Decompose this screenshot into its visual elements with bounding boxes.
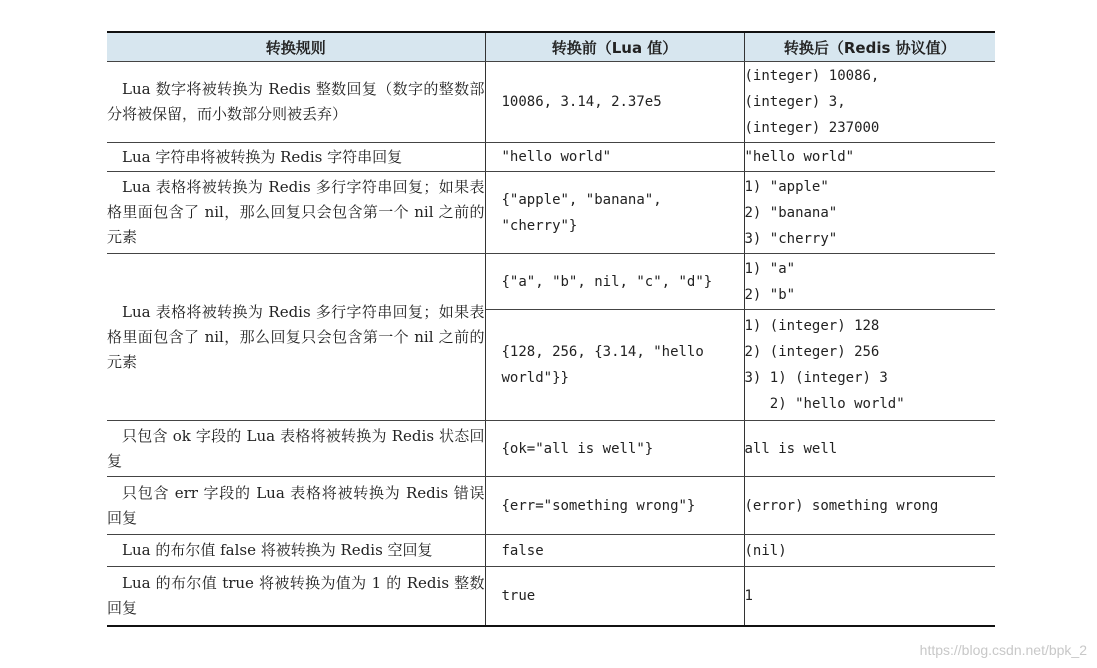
after-cell: (nil) bbox=[744, 535, 995, 567]
after-cell: all is well bbox=[744, 421, 995, 477]
before-cell: "hello world" bbox=[485, 143, 744, 172]
after-cell: "hello world" bbox=[744, 143, 995, 172]
after-cell: (error) something wrong bbox=[744, 477, 995, 535]
before-cell: 10086, 3.14, 2.37e5 bbox=[485, 62, 744, 143]
rule-cell: Lua 字符串将被转换为 Redis 字符串回复 bbox=[107, 143, 485, 172]
table-row bbox=[107, 172, 995, 254]
rule-cell: Lua 的布尔值 false 将被转换为 Redis 空回复 bbox=[107, 535, 485, 567]
header-rule: 转换规则 bbox=[107, 32, 485, 62]
before-cell: false bbox=[485, 535, 744, 567]
after-cell: 1 bbox=[744, 567, 995, 626]
rule-cell: Lua 表格将被转换为 Redis 多行字符串回复；如果表格里面包含了 nil，那么回复只会包含第一个 nil 之前的元素 bbox=[107, 172, 485, 254]
table-header-row bbox=[107, 32, 995, 62]
after-cell: (integer) 10086, (integer) 3, (integer) 237000 bbox=[744, 62, 995, 143]
before-cell: {"a", "b", nil, "c", "d"} bbox=[485, 254, 744, 310]
watermark: https://blog.csdn.net/bpk_2 bbox=[919, 642, 1087, 658]
table-row bbox=[107, 421, 995, 477]
table-row bbox=[107, 477, 995, 535]
rule-cell: Lua 数字将被转换为 Redis 整数回复（数字的整数部分将被保留，而小数部分则被丢弃） bbox=[107, 62, 485, 143]
before-cell: true bbox=[485, 567, 744, 626]
table-row bbox=[107, 567, 995, 626]
header-before: 转换前（Lua 值） bbox=[485, 32, 744, 62]
after-cell: 1) "a" 2) "b" bbox=[744, 254, 995, 310]
rule-cell: Lua 表格将被转换为 Redis 多行字符串回复；如果表格里面包含了 nil，那么回复只会包含第一个 nil 之前的元素 bbox=[107, 254, 485, 421]
table-row bbox=[107, 535, 995, 567]
rule-cell: 只包含 ok 字段的 Lua 表格将被转换为 Redis 状态回复 bbox=[107, 421, 485, 477]
before-cell: {err="something wrong"} bbox=[485, 477, 744, 535]
table-row bbox=[107, 143, 995, 172]
before-cell: {128, 256, {3.14, "hello world"}} bbox=[485, 310, 744, 421]
after-cell: 1) (integer) 128 2) (integer) 256 3) 1) (integer) 3 2) "hello world" bbox=[744, 310, 995, 421]
before-cell: {ok="all is well"} bbox=[485, 421, 744, 477]
table-row bbox=[107, 254, 995, 310]
conversion-table bbox=[107, 31, 995, 627]
before-cell: {"apple", "banana", "cherry"} bbox=[485, 172, 744, 254]
table-row bbox=[107, 62, 995, 143]
rule-cell: Lua 的布尔值 true 将被转换为值为 1 的 Redis 整数回复 bbox=[107, 567, 485, 626]
rule-cell: 只包含 err 字段的 Lua 表格将被转换为 Redis 错误回复 bbox=[107, 477, 485, 535]
after-cell: 1) "apple" 2) "banana" 3) "cherry" bbox=[744, 172, 995, 254]
header-after: 转换后（Redis 协议值） bbox=[744, 32, 995, 62]
